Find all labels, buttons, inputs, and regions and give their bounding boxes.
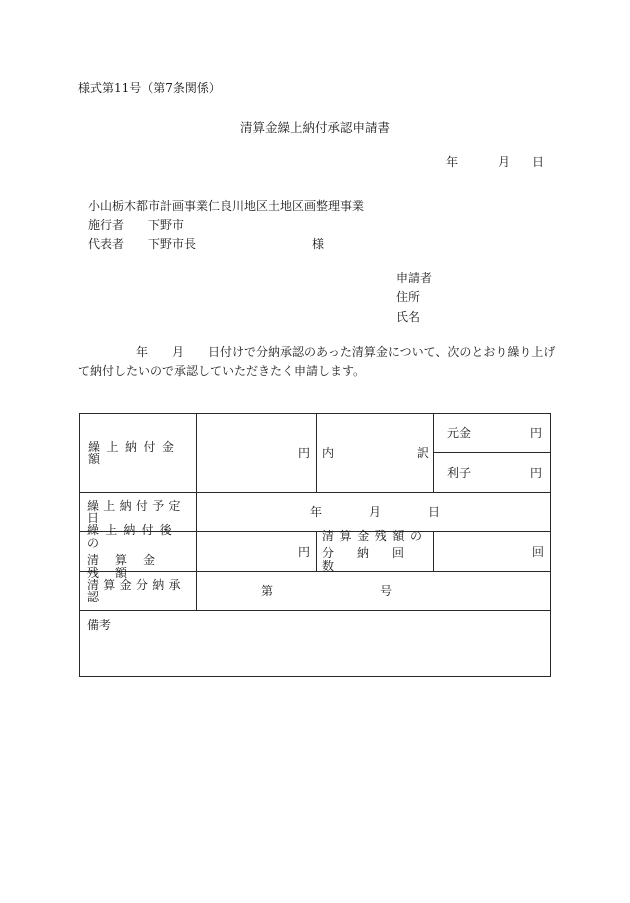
- request-statement: [78, 343, 556, 381]
- scheduled-year: 年: [310, 505, 323, 519]
- principal-label: 元金: [447, 426, 472, 440]
- name-label: 氏名: [396, 309, 421, 324]
- breakdown-label-detail: 訳: [416, 446, 429, 460]
- advance-amount-cell[interactable]: [197, 414, 316, 492]
- breakdown-label-cell: [322, 414, 429, 492]
- installment-approval-label: 清算金分納承認: [87, 578, 185, 604]
- interest-cell[interactable]: [447, 453, 542, 492]
- operator-value: 下野市: [148, 217, 185, 232]
- statement-year: 年: [136, 345, 149, 359]
- advance-amount-unit: 円: [297, 446, 310, 460]
- scheduled-day: 日: [428, 505, 441, 519]
- statement-month: 月: [172, 345, 185, 359]
- installment-count-label-line1: 清算金残額の: [322, 529, 428, 543]
- col-divider: [316, 414, 317, 492]
- statement-text: 日付けで分納承認のあった清算金について、次のとおり繰り上げて納付したいので承認していただきたく申請します。: [78, 345, 556, 378]
- principal-unit: 円: [529, 426, 542, 440]
- date-line: [446, 156, 544, 168]
- installment-count-cell[interactable]: [434, 532, 550, 571]
- representative-row: [88, 234, 364, 253]
- col-divider: [316, 531, 317, 571]
- installment-approval-cell[interactable]: [197, 572, 550, 610]
- remarks-cell[interactable]: [80, 611, 550, 676]
- form-number: 様式第11号（第7条関係）: [78, 81, 221, 95]
- honorific: 様: [312, 236, 325, 251]
- interest-label: 利子: [447, 465, 472, 480]
- date-year: 年: [445, 155, 458, 169]
- applicant-label: 申請者: [396, 270, 433, 285]
- operator-label: 施行者: [88, 217, 125, 232]
- scheduled-date-label: 繰上納付予定日: [87, 499, 185, 525]
- approval-prefix: 第: [261, 584, 274, 598]
- document-title: 清算金繰上納付承認申請書: [239, 120, 390, 135]
- application-table: [79, 413, 551, 677]
- remaining-balance-label-cell: [87, 522, 190, 580]
- remarks-label: 備考: [87, 618, 112, 632]
- installment-count-label-line2: 分納回数: [322, 546, 428, 573]
- applicant-block: [396, 268, 432, 327]
- installment-count-label-cell: [322, 529, 432, 573]
- installment-approval-label-cell: [87, 572, 190, 610]
- interest-unit: 円: [529, 465, 542, 480]
- principal-cell[interactable]: [447, 414, 542, 452]
- remaining-balance-label-line2: 清算金残額: [87, 552, 172, 580]
- date-day: 日: [531, 155, 544, 169]
- advance-amount-label: 繰上納付金額: [88, 440, 181, 466]
- scheduled-month: 月: [369, 505, 382, 519]
- representative-value: 下野市長: [148, 236, 197, 251]
- project-name: 小山栃木都市計画事業仁良川地区土地区画整理事業: [88, 198, 365, 213]
- remaining-balance-label-line1: 繰上納付後の: [87, 522, 179, 550]
- remaining-balance-unit: 円: [297, 544, 310, 559]
- remaining-balance-cell[interactable]: [197, 532, 316, 571]
- advance-amount-label-cell: [87, 414, 190, 492]
- installment-count-unit: 回: [531, 544, 544, 559]
- operator-row: [88, 215, 364, 234]
- representative-label: 代表者: [88, 236, 125, 251]
- date-month: 月: [497, 155, 510, 169]
- approval-suffix: 号: [380, 584, 393, 598]
- breakdown-label-inner: 内: [322, 446, 335, 460]
- col-divider: [433, 414, 434, 492]
- address-label: 住所: [396, 290, 421, 305]
- addressee-block: [88, 196, 364, 253]
- scheduled-date-cell[interactable]: [197, 493, 550, 531]
